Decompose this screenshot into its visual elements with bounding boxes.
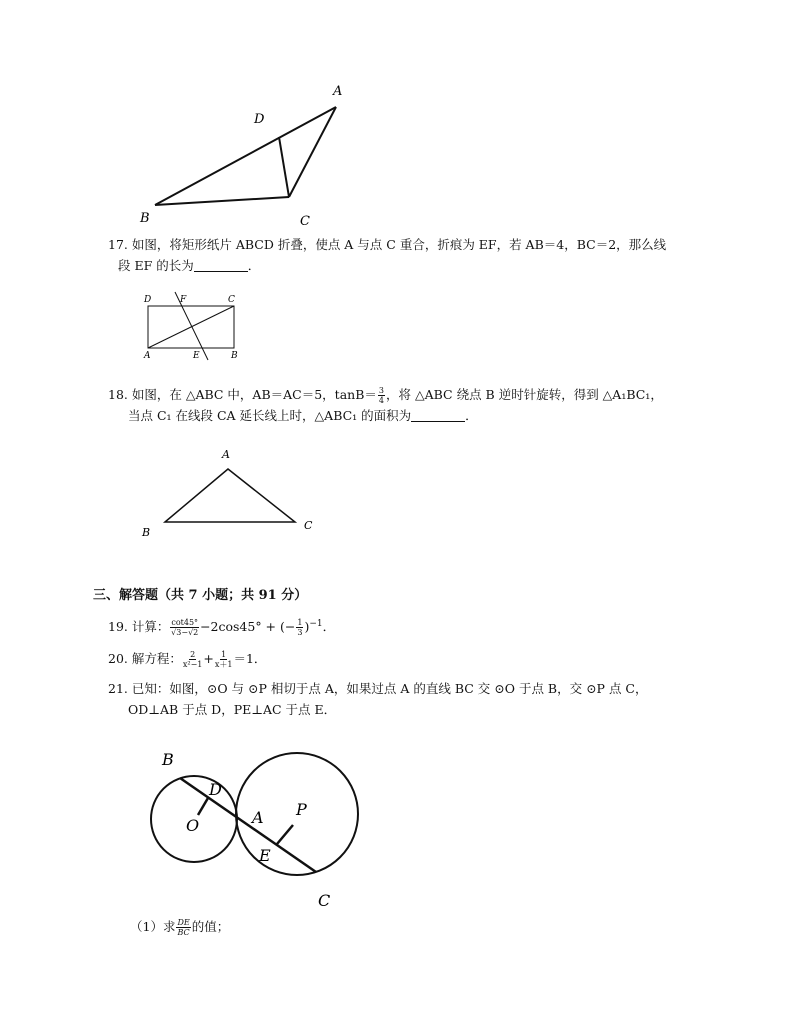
segment-od	[198, 798, 208, 815]
question-19	[108, 614, 335, 637]
triangle-abc	[165, 469, 295, 522]
question-21-line1: 21. 已知：如图，⊙O 与 ⊙P 相切于点 A，如果过点 A 的直线 BC 交 ⊙O 于点 B，交 ⊙P 点 C，	[108, 681, 648, 696]
answer-blank-18[interactable]	[411, 409, 465, 422]
section-heading: 三、解答题（共 7 小题；共 91 分）	[93, 588, 308, 603]
question-19-exponent: −1	[309, 619, 323, 629]
question-18-line2	[108, 405, 748, 426]
diagonal-ac	[148, 306, 234, 348]
label-d: D	[144, 295, 152, 305]
label-p: P	[296, 800, 307, 819]
label-b: B	[231, 351, 238, 361]
question-19-prefix: 19. 计算：	[108, 619, 170, 635]
figure-triangle-abc-d	[130, 75, 360, 235]
figure-tangent-circles	[140, 745, 370, 920]
fraction-2-num: 1	[221, 650, 227, 659]
segment-pe	[277, 825, 293, 844]
fraction-third-den: 3	[297, 628, 303, 638]
question-21-part-1	[130, 916, 229, 937]
label-c: C	[318, 891, 331, 910]
label-o: O	[186, 816, 200, 835]
question-18	[108, 384, 748, 426]
segment-dc	[279, 137, 289, 197]
fraction-1-den: x²−1	[182, 660, 203, 669]
question-20	[108, 648, 266, 669]
label-c: C	[228, 295, 235, 305]
figure-rectangle-fold	[140, 290, 250, 362]
question-18-end: ．	[465, 408, 478, 423]
question-18-line1	[108, 384, 748, 405]
label-e: E	[193, 351, 200, 361]
label-b: B	[162, 750, 174, 769]
fraction-de-bc-den: BC	[177, 928, 190, 937]
segment-ba	[155, 107, 336, 205]
label-c: C	[300, 214, 310, 229]
label-d: D	[254, 112, 265, 127]
label-c: C	[304, 519, 313, 532]
segment-bc	[155, 197, 289, 205]
fraction-tan-den: 4	[378, 396, 384, 405]
fraction-de-bc-num: DE	[177, 918, 190, 927]
question-19-end: ．	[322, 619, 336, 635]
question-17	[108, 234, 748, 276]
question-17-line1: 17. 如图，将矩形纸片 ABCD 折叠，使点 A 与点 C 重合，折痕为 EF，若 AB＝4，BC＝2，那么线	[108, 237, 667, 252]
fraction-tan	[378, 386, 385, 405]
question-20-end: ＝1．	[233, 651, 267, 666]
plus-sign: +	[203, 651, 214, 666]
label-d: D	[209, 780, 222, 799]
fraction-1	[183, 650, 203, 669]
fraction-1-num: 2	[190, 650, 196, 659]
label-e: E	[259, 846, 271, 865]
question-18-text-c: 当点 C₁ 在线段 CA 延长线上时，△ABC₁ 的面积为	[128, 408, 412, 423]
question-21	[108, 678, 748, 720]
fraction-cot	[170, 618, 199, 637]
label-b: B	[142, 526, 151, 539]
label-a: A	[252, 808, 264, 827]
label-a: A	[222, 448, 230, 461]
fraction-2	[215, 650, 233, 669]
question-21-part-1-suffix: 的值；	[191, 919, 230, 934]
question-18-text-b: ，将 △ABC 绕点 B 逆时针旋转，得到 △A₁BC₁，	[386, 387, 663, 402]
question-17-end: ．	[247, 258, 261, 273]
question-19-close-paren: )	[304, 619, 310, 635]
fraction-cot-num: cot45°	[171, 618, 199, 628]
label-a: A	[333, 84, 343, 99]
question-17-line2-text: 段 EF 的长为	[118, 258, 194, 273]
question-21-part-1-prefix: （1）求	[130, 919, 176, 934]
fraction-cot-den: √3−√2	[171, 628, 199, 638]
question-20-prefix: 20. 解方程：	[108, 651, 182, 666]
question-18-text-a: 18. 如图，在 △ABC 中，AB＝AC＝5，tanB＝	[108, 387, 377, 402]
fraction-2-den: x＋1	[214, 660, 233, 669]
fraction-third	[296, 618, 303, 637]
question-17-line2	[108, 255, 748, 276]
line-bc	[180, 778, 316, 872]
answer-blank-17[interactable]	[194, 259, 248, 272]
question-19-middle: −2cos45° + (−	[200, 619, 296, 635]
figure-triangle-abc	[130, 440, 330, 545]
label-a: A	[144, 351, 151, 361]
question-21-line2: OD⊥AB 于点 D，PE⊥AC 于点 E．	[128, 702, 337, 717]
fraction-de-bc	[176, 918, 190, 937]
fraction-third-num: 1	[297, 618, 303, 628]
label-b: B	[140, 211, 150, 226]
fraction-tan-num: 3	[378, 386, 384, 395]
label-f: F	[180, 295, 187, 305]
